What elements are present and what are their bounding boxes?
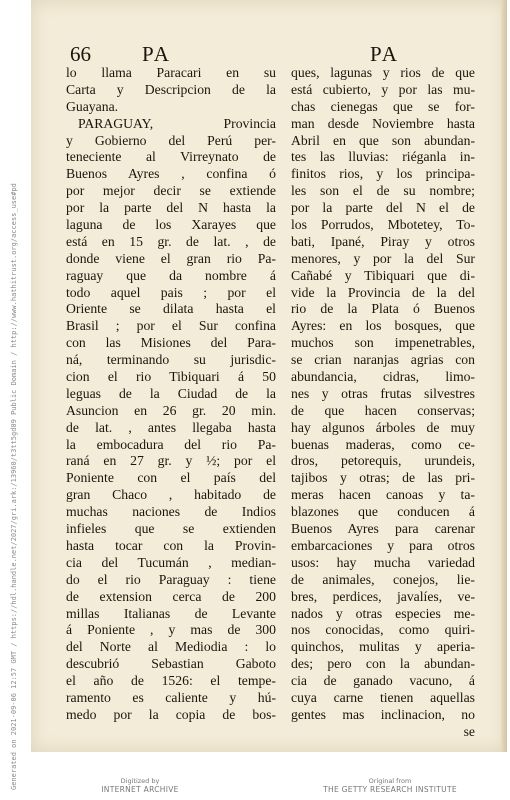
footer-original-label: Original from: [368, 777, 412, 785]
text-line: dros, petorequis, urundeis,: [291, 453, 475, 469]
text-line: Poniente con el país del: [66, 470, 276, 486]
text-line: usos: hay mucha variedad: [291, 554, 475, 570]
text-line: está cubierto, y por las mu-: [291, 81, 475, 97]
running-head-left: PA: [142, 42, 171, 66]
text-line: con las Misiones del Para-: [66, 335, 276, 351]
left-column: [66, 65, 276, 724]
text-line: lo llama Paracari en su: [66, 65, 276, 80]
text-line: nes y otras frutas silvestres: [291, 385, 475, 401]
text-line: leguas de la Ciudad de la: [66, 385, 276, 401]
text-line: Ayres: en los bosques, que: [291, 318, 475, 334]
text-line: el año de 1526: el tempe-: [66, 673, 276, 689]
text-line: raná en 27 gr. y ½; por el: [66, 453, 276, 469]
right-column: [291, 65, 475, 741]
hathitrust-watermark: Generated on 2021-09-06 12:57 GMT / https://hdl.handle.net/2027/gri.ark:/13960/t3tt5gd09 Public Domain / http://www.hathitrust.org/access_use#pd: [10, 183, 18, 790]
text-line: les son el de su nombre;: [291, 183, 475, 199]
text-line: se crian naranjas agrias con: [291, 352, 475, 368]
text-line: donde viene el gran rio Pa-: [66, 250, 276, 266]
text-line: ramento es caliente y hú-: [66, 689, 276, 705]
text-line: está en 15 gr. de lat. , de: [66, 233, 276, 249]
text-line: do el rio Paraguay : tiene: [66, 571, 276, 587]
running-head-right: PA: [370, 42, 399, 66]
text-line: Buenos Ayres , confina ó: [66, 166, 276, 182]
text-line: descubrió Sebastian Gaboto: [66, 656, 276, 672]
text-line: finitos rios, y los principa-: [291, 166, 475, 182]
text-line: cion el rio Tibiquari á 50: [66, 369, 276, 385]
text-line: bati, Ipané, Piray y otros: [291, 233, 475, 249]
text-line: raguay que da nombre á: [66, 267, 276, 283]
text-line: vide la Provincia de la del: [291, 284, 475, 300]
text-line: del Norte al Mediodia : lo: [66, 639, 276, 655]
text-line: ques, lagunas y rios de que: [291, 65, 475, 80]
text-line: y Gobierno del Perú per-: [66, 132, 276, 148]
text-line: gran Chaco , habitado de: [66, 487, 276, 503]
text-line: Oriente se dilata hasta el: [66, 301, 276, 317]
footer-digitized-by: [70, 777, 210, 794]
text-line: Buenos Ayres para carenar: [291, 521, 475, 537]
text-line: nados y otras especies me-: [291, 605, 475, 621]
text-line: blazones que conducen á: [291, 504, 475, 520]
text-line: menores, y por la del Sur: [291, 250, 475, 266]
text-line: todo aquel pais ; por el: [66, 284, 276, 300]
footer-original-from: [290, 777, 490, 794]
text-line: infieles que se extienden: [66, 521, 276, 537]
text-line: de que hacen conservas;: [291, 402, 475, 418]
text-line: muchas naciones de Indios: [66, 504, 276, 520]
text-line: rio de la Plata ó Buenos: [291, 301, 475, 317]
text-line: por la parte del N hasta la: [66, 200, 276, 216]
text-line: quinchos, mulitas y aperia-: [291, 639, 475, 655]
text-line: laguna de los Xarayes que: [66, 217, 276, 233]
text-line: teneciente al Virreynato de: [66, 149, 276, 165]
footer-internet-archive: INTERNET ARCHIVE: [101, 785, 179, 794]
text-line: hay algunos árboles de muy: [291, 419, 475, 435]
footer-digitized-label: Digitized by: [120, 777, 160, 785]
text-line: tes las lluvias: riéganla in-: [291, 149, 475, 165]
text-line: cuya carne tienen aquellas: [291, 689, 475, 705]
text-line: medo por la copia de bos-: [66, 706, 276, 722]
text-line: Guayana.: [66, 98, 119, 114]
text-line: meras hacen canoas y ta-: [291, 487, 475, 503]
text-line: embarcaciones y para otros: [291, 537, 475, 553]
text-line: de lat. , antes llegaba hasta: [66, 419, 276, 435]
text-line: bres, perdices, javalíes, ve-: [291, 588, 475, 604]
text-line: por la parte del N el de: [291, 200, 475, 216]
text-line: Brasil ; por el Sur confina: [66, 318, 276, 334]
text-line: gentes mas inclinacion, no: [291, 706, 475, 722]
text-line: ná, terminando su jurisdic-: [66, 352, 276, 368]
text-line: buenas maderas, como ce-: [291, 436, 475, 452]
text-line: des; pero con la abundan-: [291, 656, 475, 672]
text-line: de extension cerca de 200: [66, 588, 276, 604]
text-line: la embocadura del rio Pa-: [66, 436, 276, 452]
text-line: chas cienegas que se for-: [291, 98, 475, 114]
text-line: por mejor decir se extiende: [66, 183, 276, 199]
text-line: Carta y Descripcion de la: [66, 81, 276, 97]
text-line: millas Italianas de Levante: [66, 605, 276, 621]
text-line: PARAGUAY, Provincia: [78, 115, 276, 131]
text-line: Cañabé y Tibiquari que di-: [291, 267, 475, 283]
text-line: Asuncion en 26 gr. 20 min.: [66, 402, 276, 418]
text-line: abundancia, cidras, limo-: [291, 369, 475, 385]
footer-getty: THE GETTY RESEARCH INSTITUTE: [323, 785, 457, 794]
text-line: á Poniente , y mas de 300: [66, 622, 276, 638]
text-line: cia de ganado vacuno, á: [291, 673, 475, 689]
text-line: cia del Tucumán , median-: [66, 554, 276, 570]
page-number: 66: [70, 42, 91, 66]
text-line: tajibos y otras; de las pri-: [291, 470, 475, 486]
text-line: Abril en que son abundan-: [291, 132, 475, 148]
text-line: los Porrudos, Mbotetey, To-: [291, 217, 475, 233]
page-edge: [501, 0, 507, 752]
text-line: nos conocidas, como quiri-: [291, 622, 475, 638]
text-line: muchos son impenetrables,: [291, 335, 475, 351]
catchword: se: [463, 723, 475, 739]
text-line: man desde Noviembre hasta: [291, 115, 475, 131]
text-line: hasta tocar con la Provin-: [66, 537, 276, 553]
text-line: de animales, conejos, lie-: [291, 571, 475, 587]
